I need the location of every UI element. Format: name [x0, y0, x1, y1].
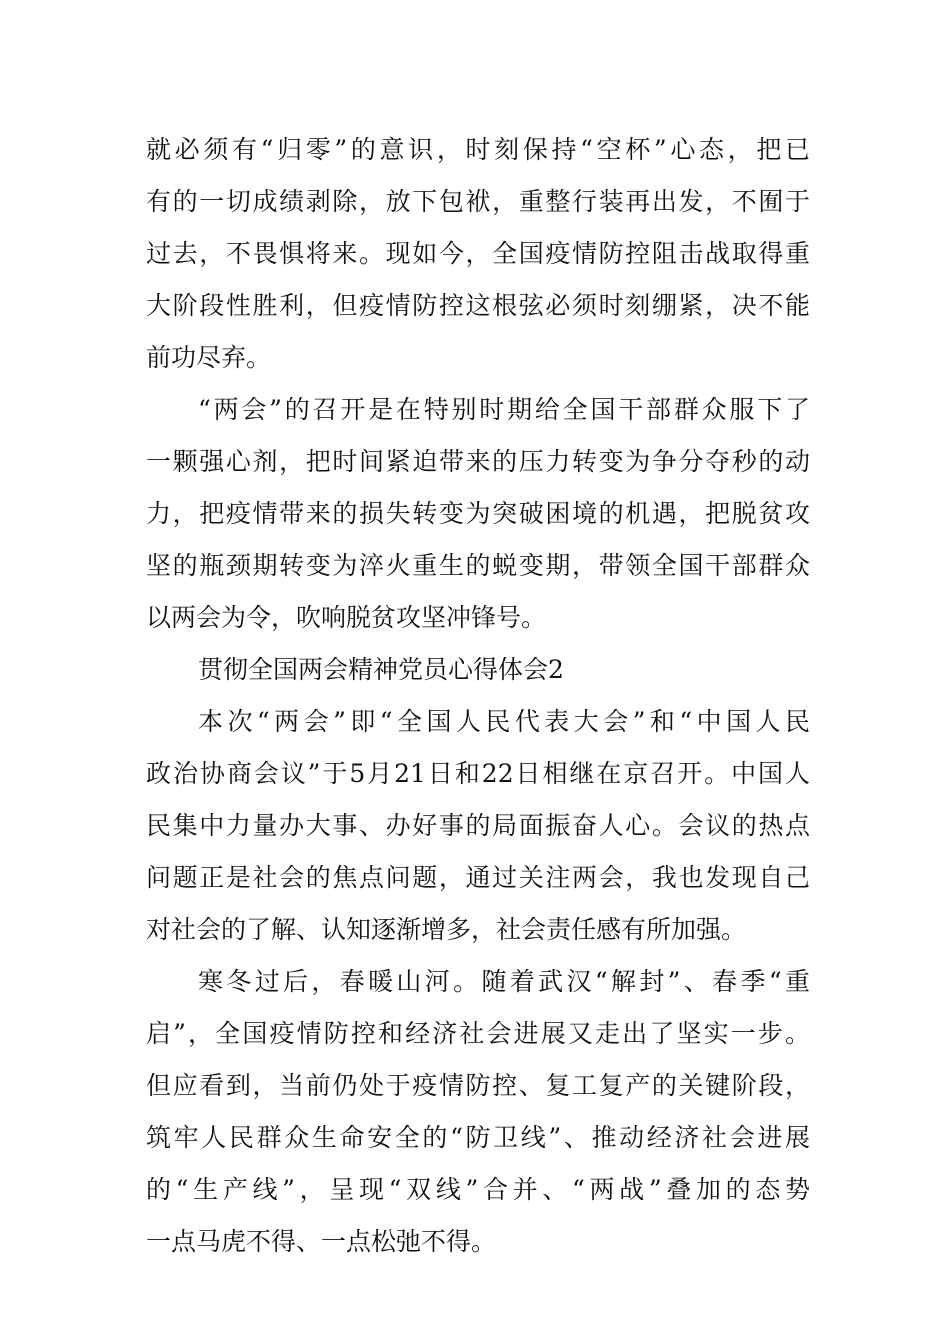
paragraph-line: 就必须有“归零”的意识，时刻保持“空杯”心态，把已	[146, 135, 810, 164]
paragraph-line: 启”，全国疫情防控和经济社会进展又走出了坚实一步。	[146, 1019, 810, 1048]
section-heading: 贯彻全国两会精神党员心得体会2	[198, 655, 564, 684]
paragraph-line: 的“生产线”，呈现“双线”合并、“两战”叠加的态势	[146, 1175, 810, 1204]
paragraph-line: 坚的瓶颈期转变为淬火重生的蜕变期，带领全国干部群众	[146, 551, 810, 580]
paragraph-line: “两会”的召开是在特别时期给全国干部群众服下了	[198, 395, 810, 424]
paragraph-line: 问题正是社会的焦点问题，通过关注两会，我也发现自己	[146, 863, 810, 892]
paragraph-line: 但应看到，当前仍处于疫情防控、复工复产的关键阶段，	[146, 1071, 810, 1100]
paragraph-line: 本次“两会”即“全国人民代表大会”和“中国人民	[198, 707, 810, 736]
paragraph-line: 以两会为令，吹响脱贫攻坚冲锋号。	[146, 603, 547, 632]
document-page	[146, 124, 810, 1268]
paragraph-line: 过去，不畏惧将来。现如今，全国疫情防控阻击战取得重	[146, 239, 810, 268]
paragraph-line: 筑牢人民群众生命安全的“防卫线”、推动经济社会进展	[146, 1123, 810, 1152]
paragraph-line: 民集中力量办大事、办好事的局面振奋人心。会议的热点	[146, 811, 810, 840]
paragraph-line: 一颗强心剂，把时间紧迫带来的压力转变为争分夺秒的动	[146, 447, 810, 476]
paragraph-line: 寒冬过后，春暖山河。随着武汉“解封”、春季“重	[198, 967, 810, 996]
paragraph-line: 对社会的了解、认知逐渐增多，社会责任感有所加强。	[146, 915, 747, 944]
paragraph-line: 有的一切成绩剥除，放下包袱，重整行装再出发，不囿于	[146, 187, 810, 216]
paragraph-line: 前功尽弃。	[146, 343, 272, 372]
paragraph-line: 大阶段性胜利，但疫情防控这根弦必须时刻绷紧，决不能	[146, 291, 810, 320]
paragraph-line: 力，把疫情带来的损失转变为突破困境的机遇，把脱贫攻	[146, 499, 810, 528]
paragraph-line: 政治协商会议”于5月21日和22日相继在京召开。中国人	[146, 759, 810, 788]
paragraph-line: 一点马虎不得、一点松弛不得。	[146, 1227, 497, 1256]
